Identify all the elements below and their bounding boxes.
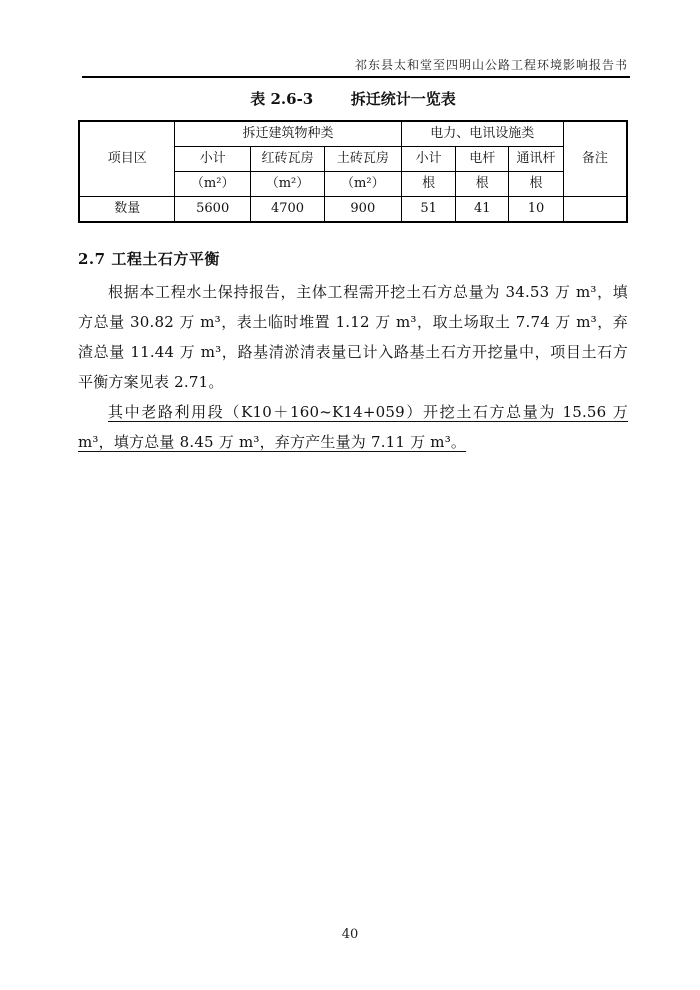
paragraph-old-road-section: 其中老路利用段（K10＋160~K14+059）开挖土石方总量为 15.56 万 m³，填方总量 8.45 万 m³，弃方产生量为 7.11 万 m³。 — [78, 403, 628, 451]
value-cell: 41 — [456, 197, 509, 223]
subheader-red-brick-houses: 红砖瓦房 — [251, 147, 325, 172]
page-content — [78, 84, 628, 457]
table-caption-title: 拆迁统计一览表 — [350, 90, 456, 108]
unit-cell: （m²） — [175, 172, 251, 197]
subheader-subtotal-poles: 小计 — [401, 147, 456, 172]
value-cell: 900 — [324, 197, 401, 223]
table-header-row-1 — [79, 121, 627, 147]
demolition-statistics-table — [78, 120, 628, 223]
unit-cell: 根 — [456, 172, 509, 197]
unit-cell: 根 — [509, 172, 564, 197]
remark-cell — [563, 197, 627, 223]
paragraph-earthwork-balance: 根据本工程水土保持报告，主体工程需开挖土石方总量为 34.53 万 m³，填方总量 30.82 万 m³，表土临时堆置 1.12 万 m³，取土场取土 7.74 万 m³，弃渣总量 11.44 万 m³，路基清淤清表量已计入路基土石方开挖量中，项目土石方平衡方案见表 2.71。 — [78, 283, 628, 391]
subheader-power-poles: 电杆 — [456, 147, 509, 172]
value-cell: 5600 — [175, 197, 251, 223]
unit-cell: （m²） — [251, 172, 325, 197]
row-label-quantity: 数量 — [79, 197, 175, 223]
table-data-row — [79, 197, 627, 223]
section-heading: 2.7 工程土石方平衡 — [78, 250, 220, 268]
header-remark: 备注 — [563, 121, 627, 197]
value-cell: 10 — [509, 197, 564, 223]
running-header — [355, 56, 628, 73]
header-building-types-group: 拆迁建筑物种类 — [175, 121, 401, 147]
header-project-area: 项目区 — [79, 121, 175, 197]
value-cell: 51 — [401, 197, 456, 223]
value-cell: 4700 — [251, 197, 325, 223]
header-power-telecom-group: 电力、电讯设施类 — [401, 121, 563, 147]
table-caption-label: 表 2.6-3 — [250, 90, 314, 108]
running-header-text: 祁东县太和堂至四明山公路工程环境影响报告书 — [354, 58, 628, 72]
table-caption — [78, 88, 628, 109]
subheader-telecom-poles: 通讯杆 — [509, 147, 564, 172]
unit-cell: （m²） — [324, 172, 401, 197]
page-number: 40 — [341, 927, 359, 942]
header-rule — [82, 76, 630, 78]
unit-cell: 根 — [401, 172, 456, 197]
subheader-adobe-houses: 土砖瓦房 — [324, 147, 401, 172]
subheader-subtotal-buildings: 小计 — [175, 147, 251, 172]
